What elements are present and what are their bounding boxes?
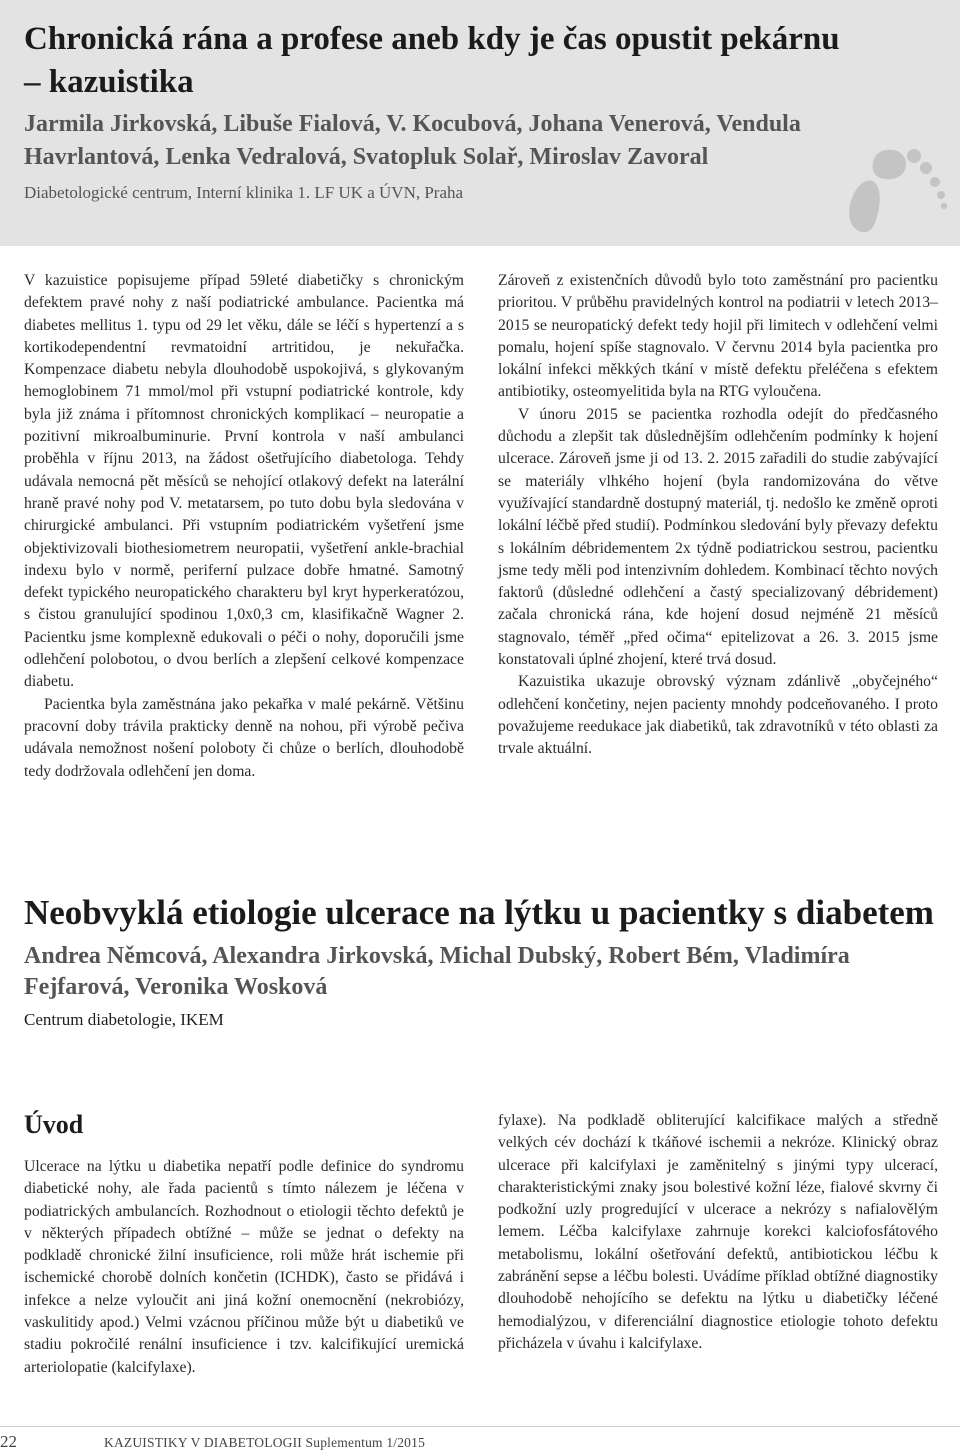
article2-affiliation: Centrum diabetologie, IKEM [24,1010,224,1029]
article1-title: Chronická rána a profese aneb kdy je čas opustit pekárnu – kazuistika [24,21,840,100]
article1-column-left [24,270,464,783]
article2-authors: Andrea Němcová, Alexandra Jirkovská, Michal Dubský, Robert Bém, Vladimíra Fejfarová, Veronika Wosková [24,943,850,1000]
article1-header [0,0,960,246]
footer-divider [0,1426,960,1427]
article2-section-heading: Úvod [24,1110,84,1139]
article2-column-right [498,1110,938,1355]
article2-column-left [24,1156,464,1379]
article1-left-paragraph: Pacientka byla zaměstnána jako pekařka v malé pekárně. Většinu pracovní doby trávila prakticky denně na nohou, při výrobě pečiva udávala nemožnost nošení poloboty či chůze o berlích, dlouhodobě tedy dodržovala odlehčení jen doma. [24,695,464,780]
article1-authors: Jarmila Jirkovská, Libuše Fialová, V. Kocubová, Johana Venerová, Vendula Havrlantová, Lenka Vedralová, Svatopluk Solař, Miroslav Zavoral [24,111,801,170]
article2-header [24,890,934,1031]
article1-right-paragraph: V únoru 2015 se pacientka rozhodla odejít do předčasného důchodu a zlepšit tak důslednějším odlehčením podmínky k hojení ulcerace. Zároveň jsme ji od 13. 2. 2015 zařadili do studie zabývající se materiály vlhkého hojení (byla randomizována do větve využívající standardně dostupný materiál, tj. nedošlo ke změně oproti lokální léčbě před studií). Podmínkou sledování byly převazy defektu s lokálním débridementem 2x týdně podiatrickou sestrou, pacientku jsme tedy měli pod intenzivním dohledem. Kombinací těchto nových faktorů (důsledné odlehčení a častý specializovaný débridement) začala chronická rána, kde hojení dosud nejméně 21 měsíců stagnovalo, téměř „před očima“ epitelizovat a 26. 3. 2015 jsme konstatovali úplné zhojení, které trvá dosud. [498,405,938,669]
article1-right-paragraph: Kazuistika ukazuje obrovský význam zdánlivě „obyčejného“ odlehčení končetiny, nejen pacienty mnohdy podceňovaného. I proto považujeme reedukace jak diabetiků, tak zdravotníků v této oblasti za trvale aktuální. [498,673,938,758]
article1-affiliation: Diabetologické centrum, Interní klinika 1. LF UK a ÚVN, Praha [24,183,464,202]
footer-journal-name: KAZUISTIKY V DIABETOLOGII Suplementum 1/2015 [104,1435,426,1450]
article1-right-paragraph: Zároveň z existenčních důvodů bylo toto zaměstnání pro pacientku prioritou. V průběhu pravidelných kontrol na podiatrii v letech 2013–2015 se neuropatický defekt tedy hojil při limitech v odlehčení velmi pomalu, hojení spíše stagnovalo. V červnu 2014 byla pacientka pro lokální infekci měkkých tkání v místě defektu přeléčena s efektem antibiotiky, osteomyelitida byla na RTG vyloučena. [498,272,938,401]
article1-header-text [24,18,864,204]
article2-left-paragraph: Ulcerace na lýtku u diabetika nepatří podle definice do syndromu diabetické nohy, ale řada pacientů s tímto nálezem je léčena v podiatrických ambulancích. Rozhodnout o etiologii těchto defektů je v některých případech obtížné – může se jednat o defekty na podkladě chronické žilní insuficience, roli může hrát ischemie při ischemické chorobě dolních končetin (ICHDK), často se přidává i infekce a nelze vyloučit ani jiná kožní onemocnění (nekrobiózy, vaskulitidy apod.) Velmi vzácnou příčinou může být u diabetiků ve stadiu pokročilé renální insuficience i tzv. kalcifikující uremická arteriolopatie (kalcifylaxe). [24,1158,464,1376]
page-number: 22 [0,1432,17,1451]
article2-title: Neobvyklá etiologie ulcerace na lýtku u pacientky s diabetem [24,893,934,932]
article1-left-paragraph: V kazuistice popisujeme případ 59leté diabetičky s chronickým defektem pravé nohy z naší podiatrické ambulance. Pacientka má diabetes mellitus 1. typu od 29 let věku, dále se léčí s hypertenzí a s kortikodependentní revmatoidní artritidou, je nekuřačka. Kompenzace diabetu nebyla dlouhodobě uspokojivá, s glykovaným hemoglobinem 71 mmol/mol při vstupní podiatrické kontrole, kdy byla již známa i přítomnost chronických komplikací – neuropatie a pozitivní mikroalbuminurie. První kontrola v naší ambulanci proběhla v říjnu 2013, na žádost ošetřujícího diabetologa. Tehdy udávala nemocná pět měsíců se nehojící otlakový defekt na laterální hraně pravé nohy pod V. metatarsem, po tuto dobu byla sledována v chirurgické ambulanci. Při vstupním podiatrickém vyšetření jsme objektivizovali biothesiometrem neuropatii, vyšetření ankle-brachial indexu bylo v normě, periferní pulzace dobře hmatné. Samotný defekt typického neuropatického charakteru byl kryt hyperkeratózou, s čistou granulující spodinou 1,0x0,3 cm, klasifikačně Wagner 2. Pacientku jsme komplexně edukovali o péči o nohy, doporučili jsme odlehčení polobotou, o dvou berlích a zlepšení celkové kompenzace diabetu. [24,272,464,691]
footprint-icon [840,128,950,238]
article1-column-right [498,270,938,761]
article2-right-paragraph: fylaxe). Na podkladě obliterující kalcifikace malých a středně velkých cév dochází k tkáňové ischemii a nekróze. Klinický obraz ulcerace při kalcifylaxi je zaměnitelný s jinými typy ulcerací, charakteristickými znaky jsou bolestivé kožní léze, fialové skvrny či podkožní uzly progredující v ulcerace a nekrózy s nafialovělým lemem. Léčba kalcifylaxe zahrnuje korekci kalciofosfátového metabolismu, lokální ošetřování defektů, antibiotickou léčbu k zabránění sepse a léčbu bolesti. Uvádíme příklad obtížné diagnostiky dlouhodobě nehojícího se defektu na lýtku u diabetičky léčené hemodialýzou, v diferenciální diagnostice etiologie tohoto defektu přicházela v úvahu i kalcifylaxe. [498,1112,938,1352]
